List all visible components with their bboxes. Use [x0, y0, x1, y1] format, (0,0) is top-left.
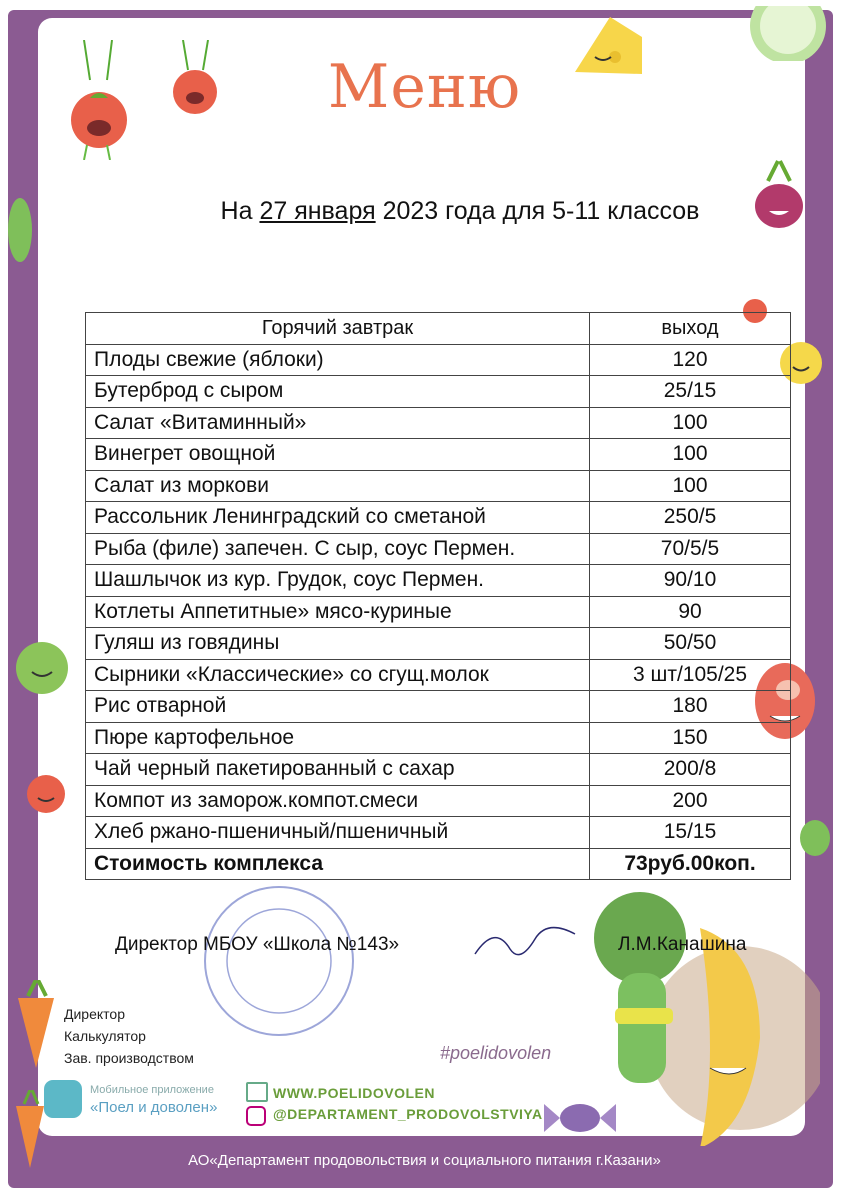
footer-organization: АО«Департамент продовольствия и социального питания г.Казани»	[188, 1152, 661, 1169]
dish-name: Пюре картофельное	[86, 722, 590, 754]
leaf-icon	[798, 818, 832, 858]
dish-portion: 200	[590, 785, 791, 817]
staff-director: Директор	[64, 1006, 125, 1022]
dish-portion: 70/5/5	[590, 533, 791, 565]
dish-portion: 120	[590, 344, 791, 376]
date-suffix: 2023 года для 5-11 классов	[375, 197, 700, 225]
table-row	[86, 376, 791, 408]
dish-portion: 50/50	[590, 628, 791, 660]
dish-name: Рис отварной	[86, 691, 590, 723]
dish-portion: 3 шт/105/25	[590, 659, 791, 691]
total-label: Стоимость комплекса	[86, 848, 590, 880]
dish-name: Салат «Витаминный»	[86, 407, 590, 439]
carrot-character-icon	[8, 980, 64, 1070]
instagram-link[interactable]: @DEPARTAMENT_PRODOVOLSTVIYA	[273, 1106, 543, 1122]
header-portion: выход	[590, 313, 791, 345]
total-price: 73руб.00коп.	[590, 848, 791, 880]
table-row	[86, 691, 791, 723]
dish-portion: 180	[590, 691, 791, 723]
table-row	[86, 439, 791, 471]
dish-name: Компот из заморож.компот.смеси	[86, 785, 590, 817]
dish-name: Хлеб ржано-пшеничный/пшеничный	[86, 817, 590, 849]
dish-portion: 100	[590, 439, 791, 471]
table-row	[86, 407, 791, 439]
staff-production-head: Зав. производством	[64, 1050, 194, 1066]
menu-table	[85, 312, 791, 880]
table-row	[86, 722, 791, 754]
staff-list	[64, 1003, 194, 1069]
dish-portion: 250/5	[590, 502, 791, 534]
header-dish: Горячий завтрак	[86, 313, 590, 345]
instagram-icon	[246, 1106, 266, 1126]
dish-name: Рассольник Ленинградский со сметаной	[86, 502, 590, 534]
staff-calculator: Калькулятор	[64, 1028, 146, 1044]
dish-name: Салат из моркови	[86, 470, 590, 502]
dish-portion: 200/8	[590, 754, 791, 786]
website-link[interactable]: WWW.POELIDOVOLEN	[273, 1085, 435, 1101]
director-name: Л.М.Канашина	[618, 934, 747, 955]
table-row	[86, 344, 791, 376]
dish-portion: 150	[590, 722, 791, 754]
dish-portion: 90/10	[590, 565, 791, 597]
table-row	[86, 659, 791, 691]
menu-date-line	[0, 197, 849, 226]
dish-name: Чай черный пакетированный с сахар	[86, 754, 590, 786]
dish-portion: 100	[590, 407, 791, 439]
dish-name: Шашлычок из кур. Грудок, соус Пермен.	[86, 565, 590, 597]
table-row	[86, 628, 791, 660]
school-stamp-icon	[202, 884, 357, 1039]
total-row	[86, 848, 791, 880]
table-row	[86, 502, 791, 534]
dish-portion: 90	[590, 596, 791, 628]
app-name: «Поел и доволен»	[90, 1099, 218, 1116]
mobile-app-icon[interactable]	[44, 1080, 82, 1118]
dish-portion: 15/15	[590, 817, 791, 849]
table-row	[86, 754, 791, 786]
page-title: Меню	[327, 52, 522, 122]
signature-icon	[470, 920, 580, 968]
table-row	[86, 785, 791, 817]
dish-name: Бутерброд с сыром	[86, 376, 590, 408]
app-label: Мобильное приложение	[90, 1084, 214, 1096]
dish-portion: 25/15	[590, 376, 791, 408]
hashtag: #poelidovolen	[440, 1043, 552, 1063]
website-icon	[246, 1082, 268, 1102]
date-prefix: На	[220, 197, 260, 225]
dish-name: Котлеты Аппетитные» мясо-куриные	[86, 596, 590, 628]
table-header-row	[86, 313, 791, 345]
candy-icon	[540, 1090, 620, 1146]
director-signature-label: Директор МБОУ «Школа №143»	[115, 934, 400, 955]
dish-portion: 100	[590, 470, 791, 502]
table-row	[86, 470, 791, 502]
apple-character-icon	[6, 628, 70, 698]
dish-name: Рыба (филе) запечен. С сыр, соус Пермен.	[86, 533, 590, 565]
small-tomato-icon	[24, 764, 72, 816]
table-row	[86, 533, 791, 565]
table-row	[86, 596, 791, 628]
table-row	[86, 565, 791, 597]
dish-name: Гуляш из говядины	[86, 628, 590, 660]
dish-name: Винегрет овощной	[86, 439, 590, 471]
dish-name: Плоды свежие (яблоки)	[86, 344, 590, 376]
table-row	[86, 817, 791, 849]
menu-date: 27 января	[259, 197, 376, 225]
dish-name: Сырники «Классические» со сгущ.молок	[86, 659, 590, 691]
